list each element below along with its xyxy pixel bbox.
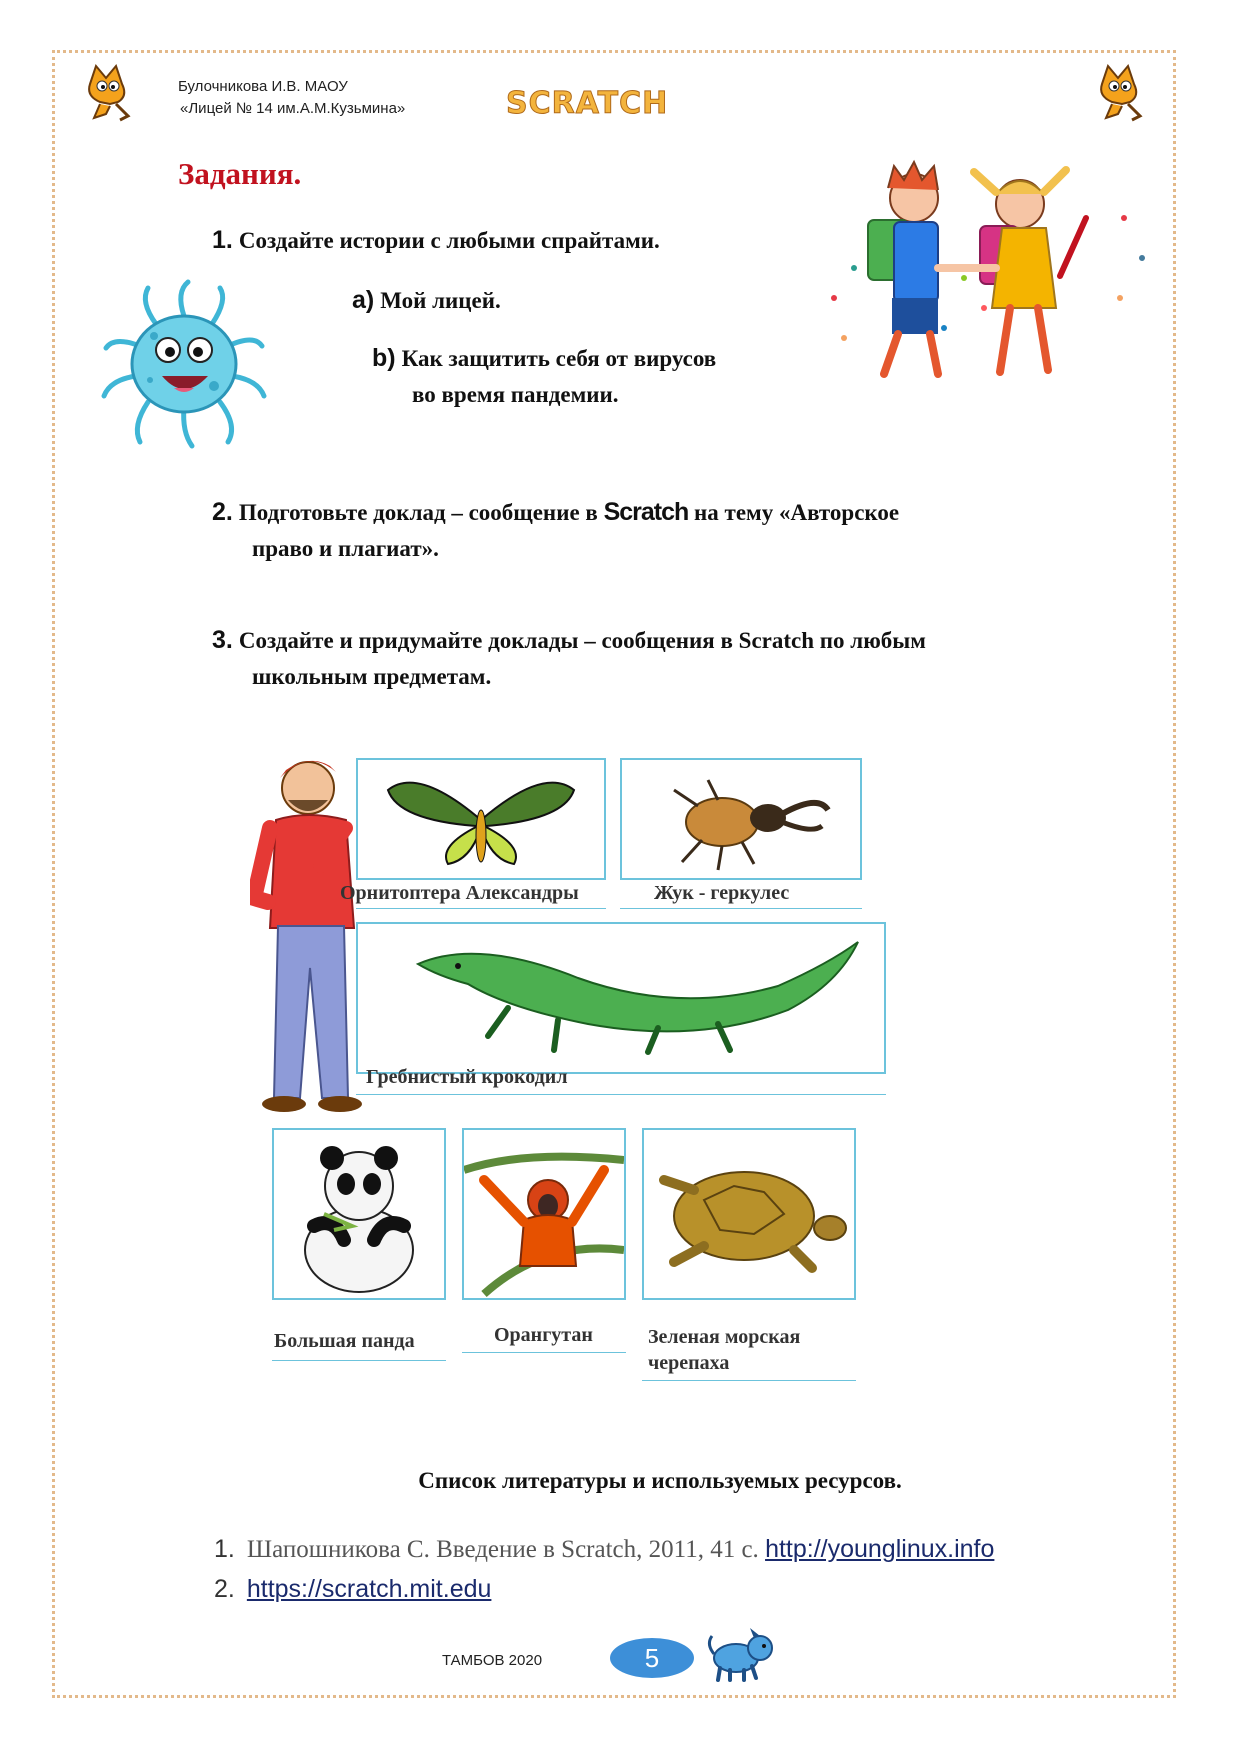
butterfly-panel bbox=[356, 758, 606, 880]
caption-underline bbox=[356, 1094, 886, 1095]
footer-city-year: ТАМБОВ 2020 bbox=[442, 1652, 543, 1669]
bibliography-link-younglinux[interactable]: http://younglinux.info bbox=[765, 1535, 995, 1563]
caption-orangutan: Орангутан bbox=[494, 1324, 593, 1346]
bibliography-number: 2. bbox=[214, 1575, 235, 1603]
orangutan-panel bbox=[462, 1128, 626, 1300]
caption-underline bbox=[462, 1352, 626, 1353]
turtle-panel bbox=[642, 1128, 856, 1300]
subtask-letter: a) bbox=[352, 286, 375, 314]
page-number: 5 bbox=[610, 1638, 694, 1678]
task-number: 1. bbox=[212, 226, 233, 254]
subtask-text: Как защитить себя от вирусов bbox=[401, 346, 717, 371]
bibliography-item-2 bbox=[214, 1570, 1174, 1609]
task-1 bbox=[212, 222, 660, 259]
bibliography-number: 1. bbox=[214, 1535, 235, 1563]
task-text-line2: школьным предметам. bbox=[252, 664, 492, 689]
task-2 bbox=[212, 494, 1112, 567]
task-3 bbox=[212, 622, 1142, 695]
scratch-word: Scratch bbox=[603, 498, 689, 526]
beetle-icon bbox=[622, 760, 860, 878]
page-title: Задания. bbox=[178, 156, 302, 191]
bibliography-text: Шапошникова С. Введение в Scratch, 2011, 41 с. bbox=[246, 1536, 766, 1563]
caption-beetle: Жук - геркулес bbox=[654, 882, 790, 904]
subtask-text: Мой лицей. bbox=[380, 288, 501, 313]
task-text: Создайте истории с любыми спрайтами. bbox=[238, 228, 660, 253]
bibliography-link-scratch[interactable]: https://scratch.mit.edu bbox=[246, 1575, 492, 1603]
task-text: Подготовьте доклад – сообщение в bbox=[238, 500, 598, 525]
school-line: «Лицей № 14 им.А.М.Кузьмина» bbox=[180, 100, 406, 117]
caption-turtle-line2: черепаха bbox=[648, 1352, 730, 1374]
caption-crocodile: Гребнистый крокодил bbox=[366, 1066, 568, 1088]
scratch-cat-left-icon bbox=[80, 62, 140, 124]
caption-turtle-line1: Зеленая морская bbox=[648, 1326, 801, 1348]
task-number: 2. bbox=[212, 498, 233, 526]
caption-underline bbox=[356, 908, 606, 909]
subtask-text-line2: во время пандемии. bbox=[412, 382, 619, 407]
panda-panel bbox=[272, 1128, 446, 1300]
turtle-icon bbox=[644, 1130, 854, 1298]
caption-butterfly: Орнитоптера Александры bbox=[340, 882, 579, 904]
subtask-b bbox=[372, 340, 716, 413]
author-line: Булочникова И.В. МАОУ bbox=[178, 78, 348, 95]
crocodile-icon bbox=[358, 924, 884, 1072]
butterfly-icon bbox=[358, 760, 604, 878]
virus-illustration bbox=[96, 276, 272, 452]
beetle-panel bbox=[620, 758, 862, 880]
subtask-letter: b) bbox=[372, 344, 396, 372]
orangutan-icon bbox=[464, 1130, 624, 1298]
caption-panda: Большая панда bbox=[274, 1330, 415, 1352]
school-kids-illustration bbox=[824, 158, 1154, 386]
scratch-cat-right-icon bbox=[1092, 62, 1152, 124]
caption-underline bbox=[642, 1380, 856, 1381]
bibliography-item-1 bbox=[214, 1530, 1174, 1569]
scratch-dog-icon bbox=[706, 1628, 778, 1682]
task-text-line2: право и плагиат». bbox=[252, 536, 439, 561]
panda-icon bbox=[274, 1130, 444, 1298]
caption-underline bbox=[620, 908, 862, 909]
task-text-after: на тему «Авторское bbox=[694, 500, 900, 525]
animals-figure bbox=[250, 748, 950, 1388]
crocodile-panel bbox=[356, 922, 886, 1074]
task-text: Создайте и придумайте доклады – сообщения в Scratch по любым bbox=[238, 628, 926, 653]
bibliography-title: Список литературы и используемых ресурсов. bbox=[418, 1468, 902, 1493]
scratch-logo: SCRATCH bbox=[506, 86, 669, 121]
task-number: 3. bbox=[212, 626, 233, 654]
caption-underline bbox=[272, 1360, 446, 1361]
subtask-a bbox=[352, 282, 501, 319]
